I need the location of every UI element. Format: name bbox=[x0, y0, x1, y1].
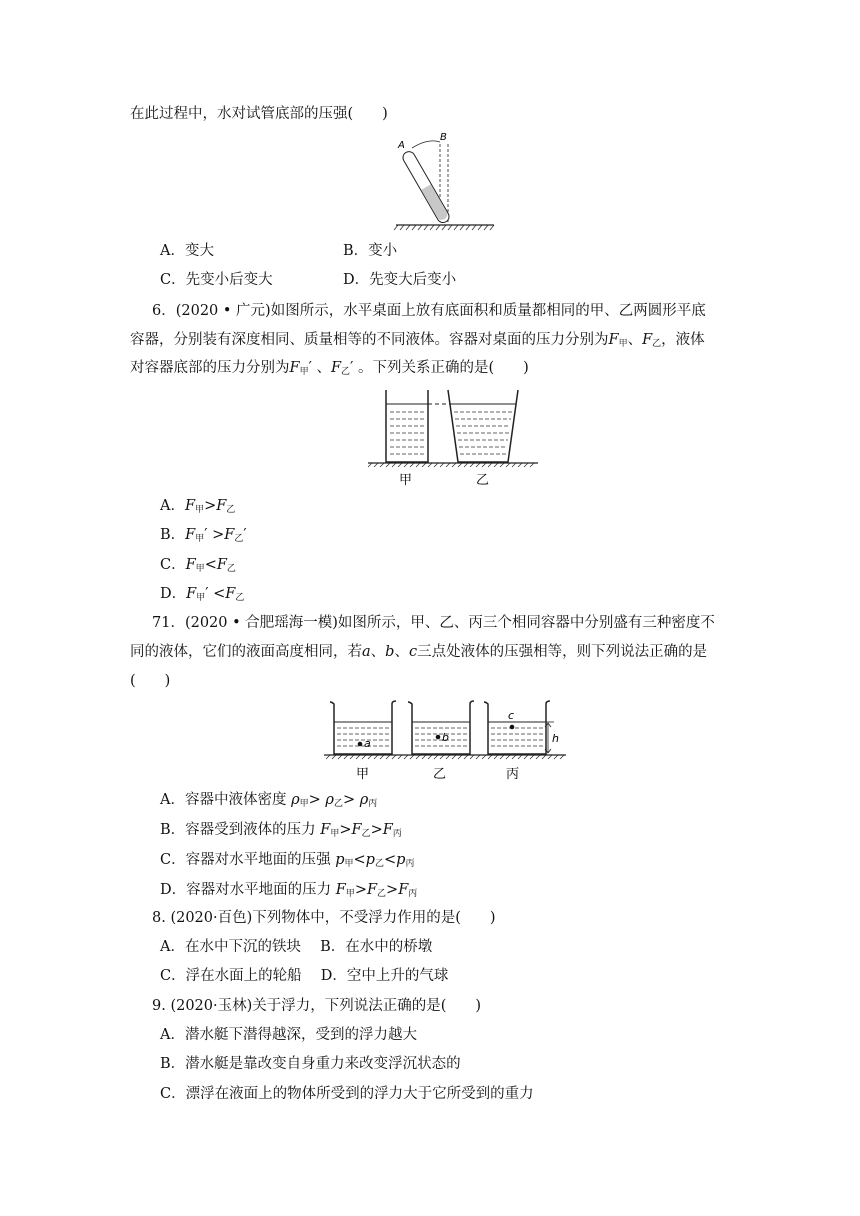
point-c-label: c bbox=[508, 709, 515, 722]
q6-stem-line3: 对容器底部的压力分别为$F_甲'$ 、$F_乙'$ 。下列关系正确的是( ) bbox=[130, 360, 529, 377]
q8-options-row1: A．在水中下沉的铁块 B．在水中的桥墩 bbox=[160, 939, 433, 955]
q6-option-b: B．$F_甲' >F_乙'$ bbox=[160, 527, 247, 544]
q7-stem-line3: ( ) bbox=[130, 673, 171, 689]
test-tube-figure bbox=[390, 130, 500, 234]
point-b-label: b bbox=[442, 731, 449, 744]
containers-figure-q6 bbox=[366, 386, 541, 490]
q7-option-b: B．容器受到液体的压力 $F_甲>F_乙>F_丙$ bbox=[160, 822, 402, 839]
q8-options-row2: C．浮在水面上的轮船 D．空中上升的气球 bbox=[160, 968, 449, 984]
label-bing: 丙 bbox=[506, 767, 520, 782]
label-yi: 乙 bbox=[433, 767, 447, 782]
q7-stem-line1: 71．(2020 • 合肥瑶海一模)如图所示，甲、乙、丙三个相同容器中分别盛有三种密度不 bbox=[152, 615, 715, 631]
q6-option-c: C．$F_甲<F_乙$ bbox=[160, 557, 236, 574]
q6-stem-line2: 容器，分别装有深度相同、质量相等的不同液体。容器对桌面的压力分别为$F_甲$、$F_乙$，液体 bbox=[130, 332, 705, 349]
label-b: B bbox=[440, 132, 447, 143]
q5-option-d: D．先变大后变小 bbox=[343, 272, 457, 288]
q9-stem: 9. (2020·玉林)关于浮力，下列说法正确的是( ) bbox=[152, 998, 482, 1014]
q6-option-d: D．$F_甲' <F_乙$ bbox=[160, 586, 245, 603]
q7-option-a: A．容器中液体密度 $\rho_甲> \rho_乙> \rho_丙$ bbox=[160, 792, 378, 809]
q7-option-d: D．容器对水平地面的压力 $F_甲>F_乙>F_丙$ bbox=[160, 882, 418, 899]
q9-option-b: B．潜水艇是靠改变自身重力来改变浮沉状态的 bbox=[160, 1056, 461, 1072]
height-label: h bbox=[552, 732, 559, 745]
q5-option-c: C．先变小后变大 bbox=[160, 272, 273, 288]
q5-stem-tail: 在此过程中，水对试管底部的压强( ) bbox=[130, 106, 388, 122]
label-jia: 甲 bbox=[399, 473, 413, 488]
point-a-label: a bbox=[364, 737, 371, 750]
label-a: A bbox=[398, 140, 405, 151]
q9-option-a: A．潜水艇下潜得越深，受到的浮力越大 bbox=[160, 1027, 417, 1043]
q5-option-b: B．变小 bbox=[343, 243, 398, 259]
q8-stem: 8. (2020·百色)下列物体中，不受浮力作用的是( ) bbox=[152, 910, 496, 926]
q7-stem-line2: 同的液体，它们的液面高度相同，若a、b、c三点处液体的压强相等，则下列说法正确的是 bbox=[130, 644, 708, 660]
label-jia: 甲 bbox=[356, 767, 370, 782]
beakers-figure-q7 bbox=[322, 696, 570, 786]
q6-stem-line1: 6．(2020 • 广元)如图所示，水平桌面上放有底面积和质量都相同的甲、乙两圆形平底 bbox=[152, 303, 706, 319]
q7-option-c: C．容器对水平地面的压强 $p_甲<p_乙<p_丙$ bbox=[160, 852, 415, 869]
q9-option-c: C．漂浮在液面上的物体所受到的浮力大于它所受到的重力 bbox=[160, 1086, 534, 1102]
label-yi: 乙 bbox=[476, 473, 490, 488]
q6-option-a: A．$F_甲>F_乙$ bbox=[160, 498, 236, 515]
q5-option-a: A．变大 bbox=[160, 243, 214, 259]
